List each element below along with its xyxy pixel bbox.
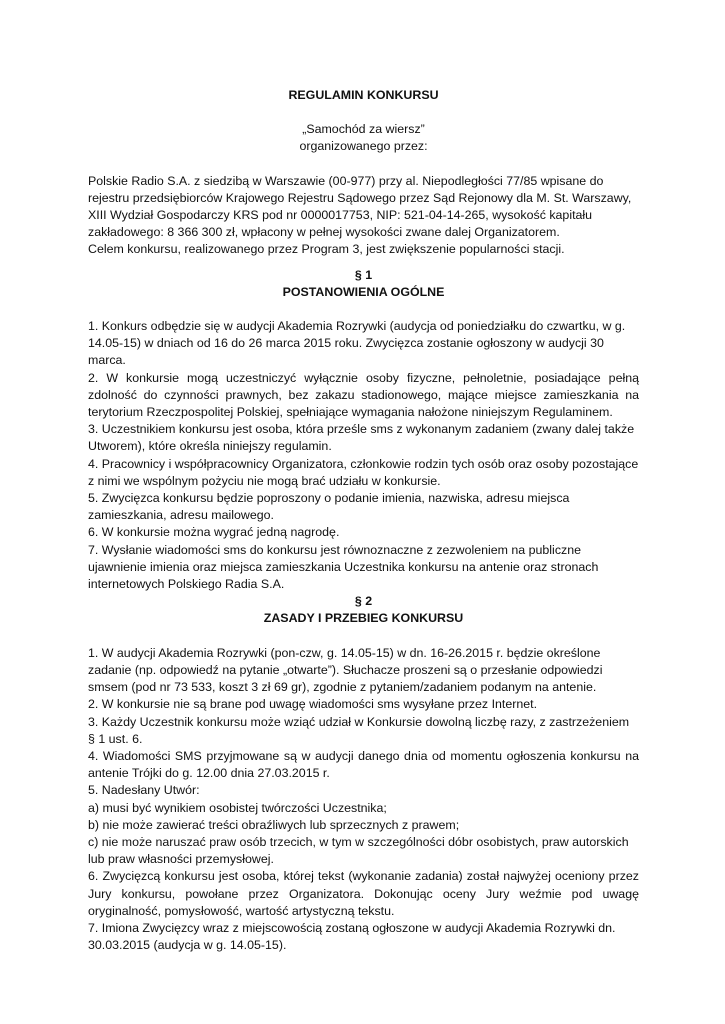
- section-2-item: c) nie może naruszać praw osób trzecich, w tym w szczególności dóbr osobistych, praw autorskich lub praw własności przemysłowej.: [88, 834, 629, 867]
- section-1-number: § 1: [354, 267, 373, 282]
- section-2-item: 7. Imiona Zwycięzcy wraz z miejscowością zostaną ogłoszone w audycji Akademia Rozrywki dn. 30.03.2015 (audycja w g. 14.05-15).: [88, 920, 616, 953]
- section-2-item: 4. Wiadomości SMS przyjmowane są w audycji danego dnia od momentu ogłoszenia konkursu na antenie Trójki do g. 12.00 dnia 27.03.2015 r.: [88, 748, 639, 781]
- contest-goal: Celem konkursu, realizowanego przez Program 3, jest zwiększenie popularności stacji.: [88, 242, 565, 257]
- organizer-description: Polskie Radio S.A. z siedzibą w Warszawie (00-977) przy al. Niepodległości 77/85 wpisane do rejestru przedsiębiorców Krajowego Rejestru Sądowego przez Sąd Rejonowy dla M. St. Warszawy, XIII Wydział Gospodarczy KRS pod nr 0000017753, NIP: 521-04-14-265, wysokość kapitału zakładowego: 8 366 300 zł, wpłacony w pełnej wysokości zwane dalej Organizatorem.: [88, 173, 632, 240]
- section-2-list: [88, 645, 639, 955]
- section-1-heading: POSTANOWIENIA OGÓLNE: [282, 284, 445, 299]
- section-1-item: 7. Wysłanie wiadomości sms do konkursu jest równoznaczne z zezwoleniem na publiczne ujawnienie imienia oraz miejsca zamieszkania Uczestnika konkursu na antenie oraz stronach internetowych Polskiego Radia S.A.: [88, 542, 599, 592]
- section-1-item: 2. W konkursie mogą uczestniczyć wyłącznie osoby fizyczne, pełnoletnie, posiadające pełną zdolność do czynności prawnych, bez zakazu stadionowego, mające miejsce zamieszkania na terytorium Rzeczpospolitej Polskiej, spełniające wymagania nałożone niniejszym Regulaminem.: [88, 370, 639, 420]
- section-2-item: a) musi być wynikiem osobistej twórczości Uczestnika;: [88, 800, 387, 815]
- section-2-item: 3. Każdy Uczestnik konkursu może wziąć udział w Konkursie dowolną liczbę razy, z zastrzeżeniem § 1 ust. 6.: [88, 714, 630, 746]
- document-title: REGULAMIN KONKURSU: [288, 88, 439, 102]
- organized-by: organizowanego przez:: [299, 139, 428, 154]
- section-1-item: 1. Konkurs odbędzie się w audycji Akademia Rozrywki (audycja od poniedziałku do czwartku, w g. 14.05-15) w dniach od 16 do 26 marca 2015 roku. Zwycięzca zostanie ogłoszony w audycji 30 marca.: [88, 319, 626, 368]
- section-2-item: 2. W konkursie nie są brane pod uwagę wiadomości sms wysyłane przez Internet.: [88, 697, 538, 712]
- section-1-item: 5. Zwycięzca konkursu będzie poproszony o podanie imienia, nazwiska, adresu miejsca zamieszkania, adresu mailowego.: [88, 491, 570, 523]
- section-2-heading: ZASADY I PRZEBIEG KONKURSU: [263, 611, 464, 626]
- contest-name: „Samochód za wiersz”: [302, 122, 425, 137]
- section-2-number: § 2: [354, 594, 373, 609]
- section-2-item: 1. W audycji Akademia Rozrywki (pon-czw, g. 14.05-15) w dn. 16-26.2015 r. będzie określone zadanie (np. odpowiedź na pytanie „otwarte”). Słuchacze proszeni są o przesłanie odpowiedzi smsem (pod nr 73 533, koszt 3 zł 69 gr), zgodnie z pytaniem/zadaniem podanym na antenie.: [88, 645, 603, 695]
- section-2-item: 5. Nadesłany Utwór:: [88, 783, 200, 798]
- section-2-item: 6. Zwycięzcą konkursu jest osoba, której tekst (wykonanie zadania) został najwyżej oceniony przez Jury konkursu, powołane przez Organizatora. Dokonując oceny Jury weźmie pod uwagę oryginalność, pomysłowość, wartość artystyczną tekstu.: [88, 869, 639, 918]
- section-1-item: 3. Uczestnikiem konkursu jest osoba, która prześle sms z wykonanym zadaniem (zwany dalej także Utworem), które określa niniejszy regulamin.: [88, 422, 635, 454]
- section-1-item: 4. Pracownicy i współpracownicy Organizatora, członkowie rodzin tych osób oraz osoby pozostające z nimi we wspólnym pożyciu nie mogą brać udziału w konkursie.: [88, 456, 639, 488]
- section-1-list: [88, 318, 639, 593]
- section-1-item: 6. W konkursie można wygrać jedną nagrodę.: [88, 525, 340, 540]
- section-2-item: b) nie może zawierać treści obraźliwych lub sprzecznych z prawem;: [88, 817, 460, 832]
